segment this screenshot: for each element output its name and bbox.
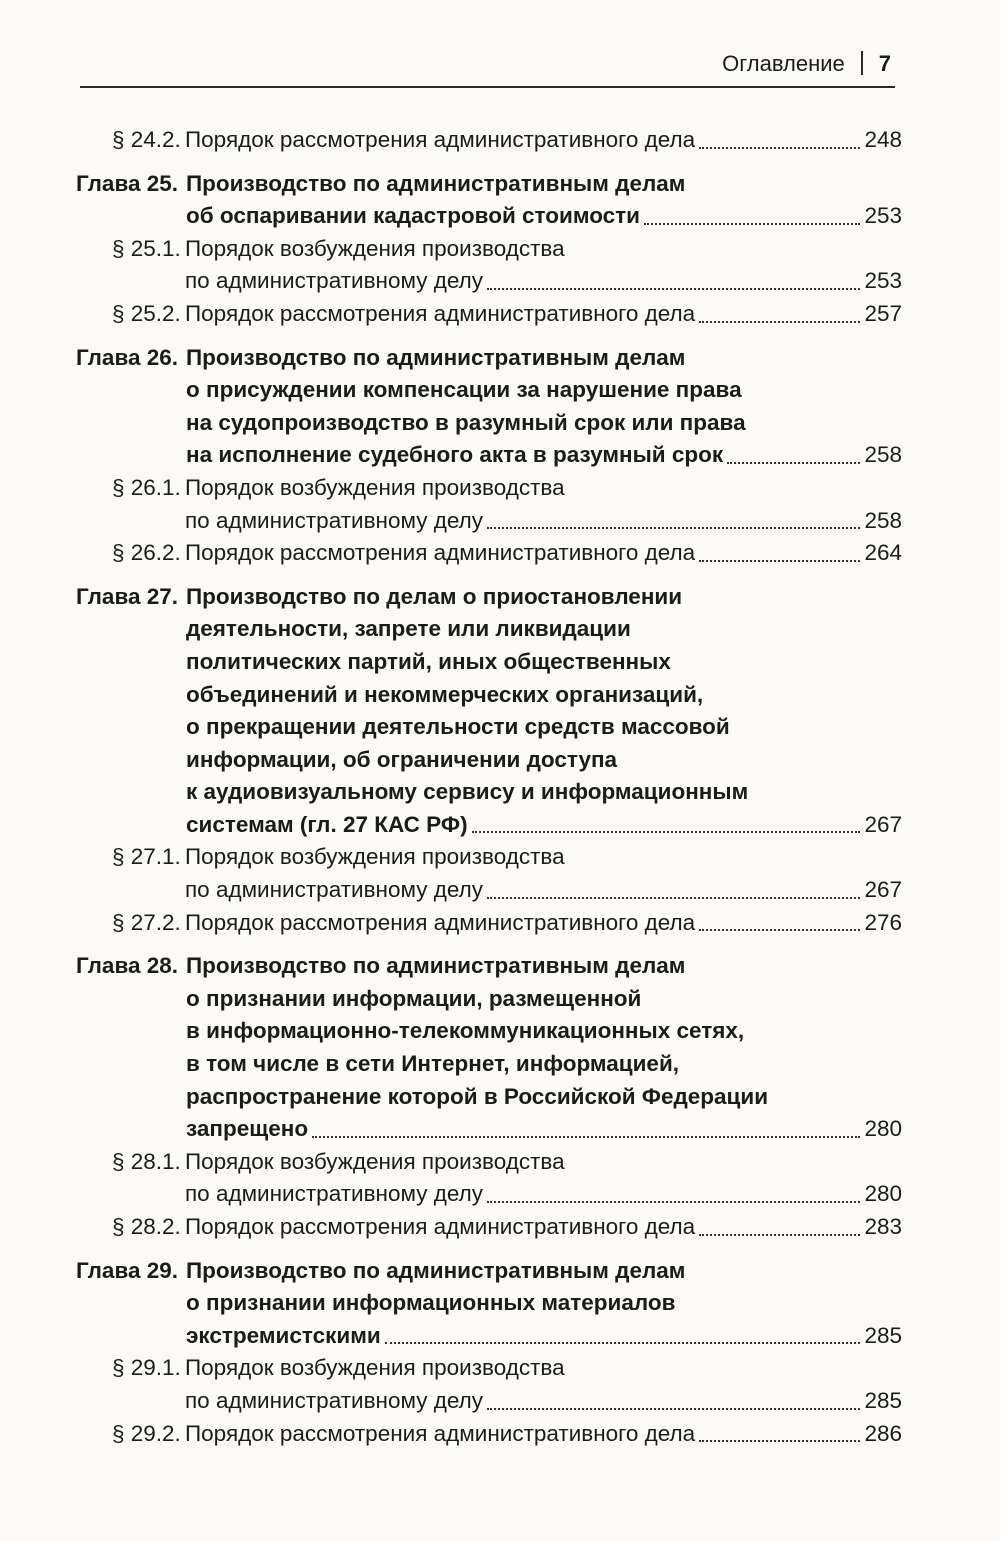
toc-line (76, 1320, 902, 1353)
toc-line (76, 711, 902, 744)
toc-section-entry[interactable] (76, 1146, 902, 1211)
section-label: § 28.1. (112, 1148, 181, 1174)
entry-title-line: в том числе в сети Интернет, информацией, (186, 1051, 680, 1077)
dot-leader (487, 897, 860, 899)
toc-line (76, 1015, 902, 1048)
toc-line (76, 841, 902, 874)
running-head-divider (861, 51, 863, 75)
dot-leader (487, 288, 860, 290)
entry-title-line: объединений и некоммерческих организаций, (186, 681, 704, 707)
page-reference: 253 (864, 203, 902, 229)
toc-line (76, 1255, 902, 1288)
toc-line (76, 744, 902, 777)
entry-title-line: о признании информационных материалов (186, 1290, 676, 1316)
toc-line (76, 613, 902, 646)
entry-title-line: Порядок рассмотрения административного дела (185, 909, 696, 935)
entry-title-line: Порядок рассмотрения административного дела (185, 127, 696, 152)
section-label: § 24.2. (112, 127, 181, 152)
toc-line (76, 907, 902, 940)
toc-chapter-entry[interactable] (76, 168, 902, 233)
dot-leader (644, 223, 860, 225)
page-reference: 280 (864, 1116, 902, 1142)
toc-line (76, 1081, 902, 1114)
page-reference: 258 (864, 442, 902, 468)
toc-line (76, 983, 902, 1016)
toc-line (76, 505, 902, 538)
toc-line (76, 342, 902, 375)
entry-title-line: по административному делу (185, 268, 483, 294)
dot-leader (699, 560, 860, 562)
dot-leader (487, 1408, 860, 1410)
section-label: § 29.1. (112, 1355, 181, 1381)
entry-title-line: по административному делу (185, 1181, 483, 1207)
toc-line (76, 1178, 902, 1211)
entry-title-line: Производство по административным делам (186, 953, 686, 979)
entry-title-line: Порядок возбуждения производства (185, 235, 565, 261)
page-reference: 248 (864, 127, 902, 152)
entry-title-line: Порядок рассмотрения административного дела (185, 300, 696, 326)
chapter-label: Глава 27. (76, 583, 179, 609)
page-reference: 283 (864, 1214, 902, 1239)
entry-title-line: Порядок возбуждения производства (185, 844, 565, 870)
toc-section-entry[interactable] (76, 124, 902, 157)
toc-line (76, 472, 902, 505)
entry-title-line: о присуждении компенсации за нарушение права (186, 377, 742, 403)
entry-title-line: о прекращении деятельности средств массовой (186, 714, 730, 740)
entry-title-line: по административному делу (185, 507, 483, 533)
entry-title-line: по административному делу (185, 877, 483, 903)
entry-title-line: информации, об ограничении доступа (186, 746, 618, 772)
dot-leader (312, 1136, 860, 1138)
entry-title-line: распространение которой в Российской Федерации (186, 1083, 769, 1109)
chapter-label: Глава 25. (76, 170, 179, 196)
toc-line (76, 1418, 902, 1451)
entry-title-line: к аудиовизуальному сервису и информационным (186, 779, 749, 805)
dot-leader (385, 1342, 860, 1344)
toc-section-entry[interactable] (76, 1418, 902, 1451)
entry-title-line: на исполнение судебного акта в разумный срок (186, 442, 724, 468)
chapter-gap (76, 331, 902, 342)
entry-title-line: Производство по делам о приостановлении (186, 583, 683, 609)
page-reference: 264 (864, 540, 902, 566)
toc-line (76, 1146, 902, 1179)
toc-line (76, 809, 902, 842)
dot-leader (699, 147, 860, 149)
toc-line (76, 1113, 902, 1146)
chapter-gap (76, 570, 902, 581)
section-label: § 29.2. (112, 1420, 181, 1446)
entry-title-line: Производство по административным делам (186, 1257, 686, 1283)
page-reference: 257 (864, 300, 902, 326)
chapter-gap (76, 1244, 902, 1255)
entry-title-line: Производство по административным делам (186, 170, 686, 196)
dot-leader (487, 527, 860, 529)
dot-leader (472, 831, 860, 833)
toc-line (76, 1352, 902, 1385)
entry-title-line: о признании информации, размещенной (186, 985, 642, 1011)
running-head (80, 44, 895, 88)
toc-chapter-entry[interactable] (76, 342, 902, 472)
dot-leader (487, 1201, 860, 1203)
toc-line (76, 581, 902, 614)
toc-line (76, 298, 902, 331)
entry-title-line: экстремистскими (186, 1322, 381, 1348)
toc-line (76, 776, 902, 809)
toc-line (76, 124, 902, 157)
toc-line (76, 439, 902, 472)
toc-section-entry[interactable] (76, 1352, 902, 1417)
toc-line (76, 646, 902, 679)
toc-section-entry[interactable] (76, 841, 902, 906)
entry-title-line: Порядок рассмотрения административного дела (185, 1214, 696, 1239)
section-label: § 25.2. (112, 300, 181, 326)
section-label: § 27.2. (112, 909, 181, 935)
toc-line (76, 1048, 902, 1081)
page-reference: 285 (864, 1322, 902, 1348)
running-head-title: Оглавление (722, 51, 845, 76)
entry-title-line: Производство по административным делам (186, 344, 686, 370)
entry-title-line: Порядок возбуждения производства (185, 474, 565, 500)
dot-leader (699, 321, 860, 323)
toc-line (76, 200, 902, 233)
toc-section-entry[interactable] (76, 472, 902, 537)
section-label: § 26.1. (112, 474, 181, 500)
toc-line (76, 374, 902, 407)
dot-leader (699, 1440, 860, 1442)
chapter-label: Глава 28. (76, 953, 179, 979)
entry-title-line: по административному делу (185, 1387, 483, 1413)
chapter-gap (76, 939, 902, 950)
dot-leader (727, 462, 860, 464)
entry-title-line: в информационно-телекоммуникационных сетях, (186, 1018, 745, 1044)
page-reference: 267 (864, 877, 902, 903)
dot-leader (699, 1234, 860, 1236)
page-reference: 280 (864, 1181, 902, 1207)
section-label: § 25.1. (112, 235, 181, 261)
section-label: § 28.2. (112, 1214, 181, 1239)
toc-section-entry[interactable] (76, 1211, 902, 1244)
toc-line (76, 1211, 902, 1244)
toc-line (76, 537, 902, 570)
section-label: § 26.2. (112, 540, 181, 566)
toc-line (76, 679, 902, 712)
entry-title-line: Порядок рассмотрения административного дела (185, 540, 696, 566)
entry-title-line: Порядок возбуждения производства (185, 1148, 565, 1174)
page-reference: 253 (864, 268, 902, 294)
toc-chapter-entry[interactable] (76, 1255, 902, 1353)
dot-leader (699, 929, 860, 931)
toc-line (76, 265, 902, 298)
toc-chapter-entry[interactable] (76, 581, 902, 842)
page-reference: 276 (864, 909, 902, 935)
toc-section-entry[interactable] (76, 537, 902, 570)
chapter-label: Глава 29. (76, 1257, 179, 1283)
page-reference: 286 (864, 1420, 902, 1446)
toc-line (76, 1385, 902, 1418)
toc-section-entry[interactable] (76, 298, 902, 331)
entry-title-line: деятельности, запрете или ликвидации (186, 616, 631, 642)
entry-title-line: запрещено (186, 1116, 309, 1142)
toc-line (76, 874, 902, 907)
toc-section-entry[interactable] (76, 907, 902, 940)
entry-title-line: Порядок возбуждения производства (185, 1355, 565, 1381)
page-reference: 267 (864, 811, 902, 837)
entry-title-line: на судопроизводство в разумный срок или права (186, 409, 746, 435)
page-reference: 258 (864, 507, 902, 533)
toc-line (76, 950, 902, 983)
chapter-gap (76, 157, 902, 168)
toc-chapter-entry[interactable] (76, 950, 902, 1146)
toc-line (76, 168, 902, 201)
entry-title-line: об оспаривании кадастровой стоимости (186, 203, 641, 229)
toc-section-entry[interactable] (76, 233, 902, 298)
toc-line (76, 1287, 902, 1320)
toc-line (76, 407, 902, 440)
entry-title-line: Порядок рассмотрения административного дела (185, 1420, 696, 1446)
toc-line (76, 233, 902, 266)
table-of-contents (76, 124, 902, 1450)
entry-title-line: системам (гл. 27 КАС РФ) (186, 811, 468, 837)
entry-title-line: политических партий, иных общественных (186, 648, 671, 674)
chapter-label: Глава 26. (76, 344, 179, 370)
section-label: § 27.1. (112, 844, 181, 870)
page-number: 7 (878, 51, 891, 76)
page-reference: 285 (864, 1387, 902, 1413)
